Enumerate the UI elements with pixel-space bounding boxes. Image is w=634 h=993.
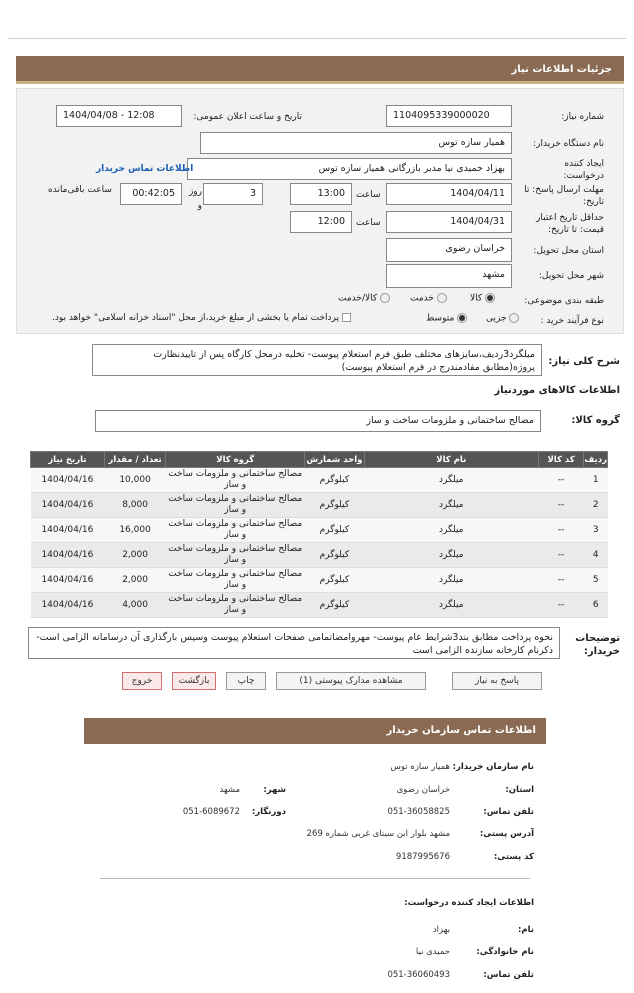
creator-last-name-value: حمیدی نیا <box>415 947 450 957</box>
cell-date: 1404/04/16 <box>31 518 105 543</box>
contact-section-title: اطلاعات تماس سازمان خریدار <box>84 718 546 744</box>
deadline-time-field: 13:00 <box>290 183 352 205</box>
back-button[interactable]: بازگشت <box>172 672 216 690</box>
validity-time-field: 12:00 <box>290 211 352 233</box>
cell-unit: کیلوگرم <box>305 568 365 593</box>
validity-time-label: ساعت <box>356 218 381 228</box>
days-label: روز و <box>188 187 202 211</box>
col-qty: تعداد / مقدار <box>104 452 166 468</box>
contact-city-label: شهر: <box>263 785 286 795</box>
need-number-label: شماره نیاز: <box>561 112 604 122</box>
cell-row: 2 <box>584 493 608 518</box>
cell-qty: 2,000 <box>104 543 166 568</box>
table-row <box>31 543 608 568</box>
contact-province-label: استان: <box>505 785 534 795</box>
cell-row: 4 <box>584 543 608 568</box>
table-row <box>31 568 608 593</box>
days-field: 3 <box>203 183 263 205</box>
announce-label: تاریخ و ساعت اعلان عمومی: <box>193 112 302 122</box>
category-label: طبقه بندی موضوعی: <box>524 296 604 306</box>
cell-group: مصالح ساختمانی و ملزومات ساخت و ساز <box>166 493 305 518</box>
cell-name: میلگرد <box>364 568 538 593</box>
cell-row: 3 <box>584 518 608 543</box>
contact-phone-label: تلفن تماس: <box>483 807 534 817</box>
category-goods-option[interactable]: کالا <box>470 293 495 304</box>
cell-group: مصالح ساختمانی و ملزومات ساخت و ساز <box>166 543 305 568</box>
cell-date: 1404/04/16 <box>31 468 105 493</box>
category-mixed-option[interactable]: کالا/خدمت <box>338 293 390 304</box>
cell-code: -- <box>538 568 584 593</box>
radio-medium-icon[interactable] <box>457 313 467 323</box>
col-unit: واحد شمارش <box>305 452 365 468</box>
col-date: تاریخ نیاز <box>31 452 105 468</box>
attachments-button[interactable]: مشاهده مدارک پیوستی (1) <box>276 672 426 690</box>
print-button[interactable]: چاپ <box>226 672 266 690</box>
col-group: گروه کالا <box>166 452 305 468</box>
deadline-label: مهلت ارسال پاسخ: تا تاریخ: <box>524 185 604 207</box>
contact-address-label: آدرس پستی: <box>479 829 534 839</box>
cell-row: 1 <box>584 468 608 493</box>
city-label: شهر محل تحویل: <box>538 271 604 281</box>
cell-date: 1404/04/16 <box>31 543 105 568</box>
cell-name: میلگرد <box>364 543 538 568</box>
validity-date-field: 1404/04/31 <box>386 211 512 233</box>
cell-date: 1404/04/16 <box>31 493 105 518</box>
group-field: مصالح ساختمانی و ملزومات ساخت و ساز <box>95 410 541 432</box>
page-title: جزئیات اطلاعات نیاز <box>16 56 624 84</box>
buyer-org-field: همیار سازه توس <box>200 132 512 154</box>
cell-name: میلگرد <box>364 518 538 543</box>
need-number-field: 1104095339000020 <box>386 105 512 127</box>
cell-unit: کیلوگرم <box>305 493 365 518</box>
creator-first-name-label: نام: <box>517 925 534 935</box>
cell-qty: 10,000 <box>104 468 166 493</box>
top-divider <box>8 38 626 39</box>
cell-qty: 16,000 <box>104 518 166 543</box>
table-row <box>31 468 608 493</box>
creator-first-name-value: بهزاد <box>432 925 450 935</box>
buyer-contact-link[interactable]: اطلاعات تماس خریدار <box>96 164 194 174</box>
cell-group: مصالح ساختمانی و ملزومات ساخت و ساز <box>166 593 305 618</box>
cell-name: میلگرد <box>364 493 538 518</box>
notes-label: توضیحات خریدار: <box>575 633 620 657</box>
contact-divider <box>100 878 530 879</box>
summary-label: شرح کلی نیاز: <box>548 356 620 367</box>
cell-unit: کیلوگرم <box>305 468 365 493</box>
cell-code: -- <box>538 493 584 518</box>
cell-row: 6 <box>584 593 608 618</box>
creator-phone-label: تلفن تماس: <box>483 970 534 980</box>
col-code: کد کالا <box>538 452 584 468</box>
radio-service-icon[interactable] <box>437 293 447 303</box>
radio-goods-icon[interactable] <box>485 293 495 303</box>
creator-last-name-label: نام خانوادگی: <box>476 947 534 957</box>
cell-qty: 4,000 <box>104 593 166 618</box>
goods-section-title: اطلاعات کالاهای موردنیاز <box>494 385 620 396</box>
city-field: مشهد <box>386 264 512 288</box>
group-label: گروه کالا: <box>571 415 620 426</box>
col-name: نام کالا <box>364 452 538 468</box>
cell-group: مصالح ساختمانی و ملزومات ساخت و ساز <box>166 568 305 593</box>
cell-code: -- <box>538 468 584 493</box>
contact-address-value: مشهد بلوار ابن سینای غربی شماره 269 <box>306 829 450 839</box>
reply-button[interactable]: پاسخ به نیاز <box>452 672 542 690</box>
cell-date: 1404/04/16 <box>31 593 105 618</box>
contact-phone-value: 051-36058825 <box>387 807 450 817</box>
cell-row: 5 <box>584 568 608 593</box>
radio-minor-icon[interactable] <box>509 313 519 323</box>
category-service-option[interactable]: خدمت <box>410 293 447 304</box>
cell-unit: کیلوگرم <box>305 543 365 568</box>
creator-field: بهزاد حمیدی نیا مدیر بازرگانی همیار سازه توس <box>187 158 512 180</box>
validity-label: حداقل تاریخ اعتبار قیمت: تا تاریخ: <box>536 213 604 235</box>
buyer-org-label: نام دستگاه خریدار: <box>533 139 604 149</box>
deadline-time-label: ساعت <box>356 190 381 200</box>
contact-province-value: خراسان رضوی <box>396 785 450 795</box>
contact-org-label: نام سازمان خریدار: <box>452 762 534 772</box>
cell-date: 1404/04/16 <box>31 568 105 593</box>
notes-text: نحوه پرداخت مطابق بند3شرایط عام پیوست- مهروامضاتمامی صفحات استعلام پیوست وسپس بارگذاری آن درسامانه الزامی است- ذکرنام کارخانه سازنده الزامی است <box>28 627 560 659</box>
contact-city-value: مشهد <box>219 785 240 795</box>
creator-info-title: اطلاعات ایجاد کننده درخواست: <box>404 898 534 908</box>
cell-code: -- <box>538 518 584 543</box>
cell-name: میلگرد <box>364 468 538 493</box>
table-row <box>31 593 608 618</box>
creator-phone-value: 051-36060493 <box>387 970 450 980</box>
cell-code: -- <box>538 593 584 618</box>
cell-unit: کیلوگرم <box>305 593 365 618</box>
contact-fax-label: دورنگار: <box>251 807 286 817</box>
contact-postal-label: کد پستی: <box>493 852 534 862</box>
exit-button[interactable]: خروج <box>122 672 162 690</box>
cell-group: مصالح ساختمانی و ملزومات ساخت و ساز <box>166 468 305 493</box>
process-medium-option[interactable]: متوسط <box>426 313 467 324</box>
cell-qty: 2,000 <box>104 568 166 593</box>
col-row: ردیف <box>584 452 608 468</box>
summary-text: میلگرد3ردیف،سایزهای مختلف طبق فرم استعلام پیوست- تخلیه درمحل کارگاه پس از تاییدنظارت پروژه(مطابق مفادمندرج در فرم استعلام پیوست) <box>92 344 542 376</box>
contact-org-value: همیار سازه توس <box>390 762 450 772</box>
cell-qty: 8,000 <box>104 493 166 518</box>
contact-fax-value: 051-6089672 <box>182 807 240 817</box>
contact-postal-value: 9187995676 <box>395 852 450 862</box>
creator-label: ایجاد کننده درخواست: <box>563 159 604 181</box>
announce-field: 1404/04/08 - 12:08 <box>56 105 182 127</box>
cell-code: -- <box>538 543 584 568</box>
payment-note[interactable]: پرداخت تمام یا بخشی از مبلغ خرید،از محل "اسناد خزانه اسلامی" خواهد بود. <box>52 313 351 323</box>
cell-unit: کیلوگرم <box>305 518 365 543</box>
province-field: خراسان رضوی <box>386 238 512 262</box>
process-label: نوع فرآیند خرید : <box>540 316 604 326</box>
goods-table <box>30 451 608 618</box>
table-row <box>31 518 608 543</box>
table-row <box>31 493 608 518</box>
cell-name: میلگرد <box>364 593 538 618</box>
remaining-field: 00:42:05 <box>120 183 182 205</box>
cell-group: مصالح ساختمانی و ملزومات ساخت و ساز <box>166 518 305 543</box>
deadline-date-field: 1404/04/11 <box>386 183 512 205</box>
table-header-row <box>31 452 608 468</box>
province-label: استان محل تحویل: <box>533 246 604 256</box>
checkbox-icon[interactable] <box>342 313 351 322</box>
process-minor-option[interactable]: جزیی <box>486 313 519 324</box>
radio-mixed-icon[interactable] <box>380 293 390 303</box>
remaining-label: ساعت باقی‌مانده <box>48 185 112 195</box>
